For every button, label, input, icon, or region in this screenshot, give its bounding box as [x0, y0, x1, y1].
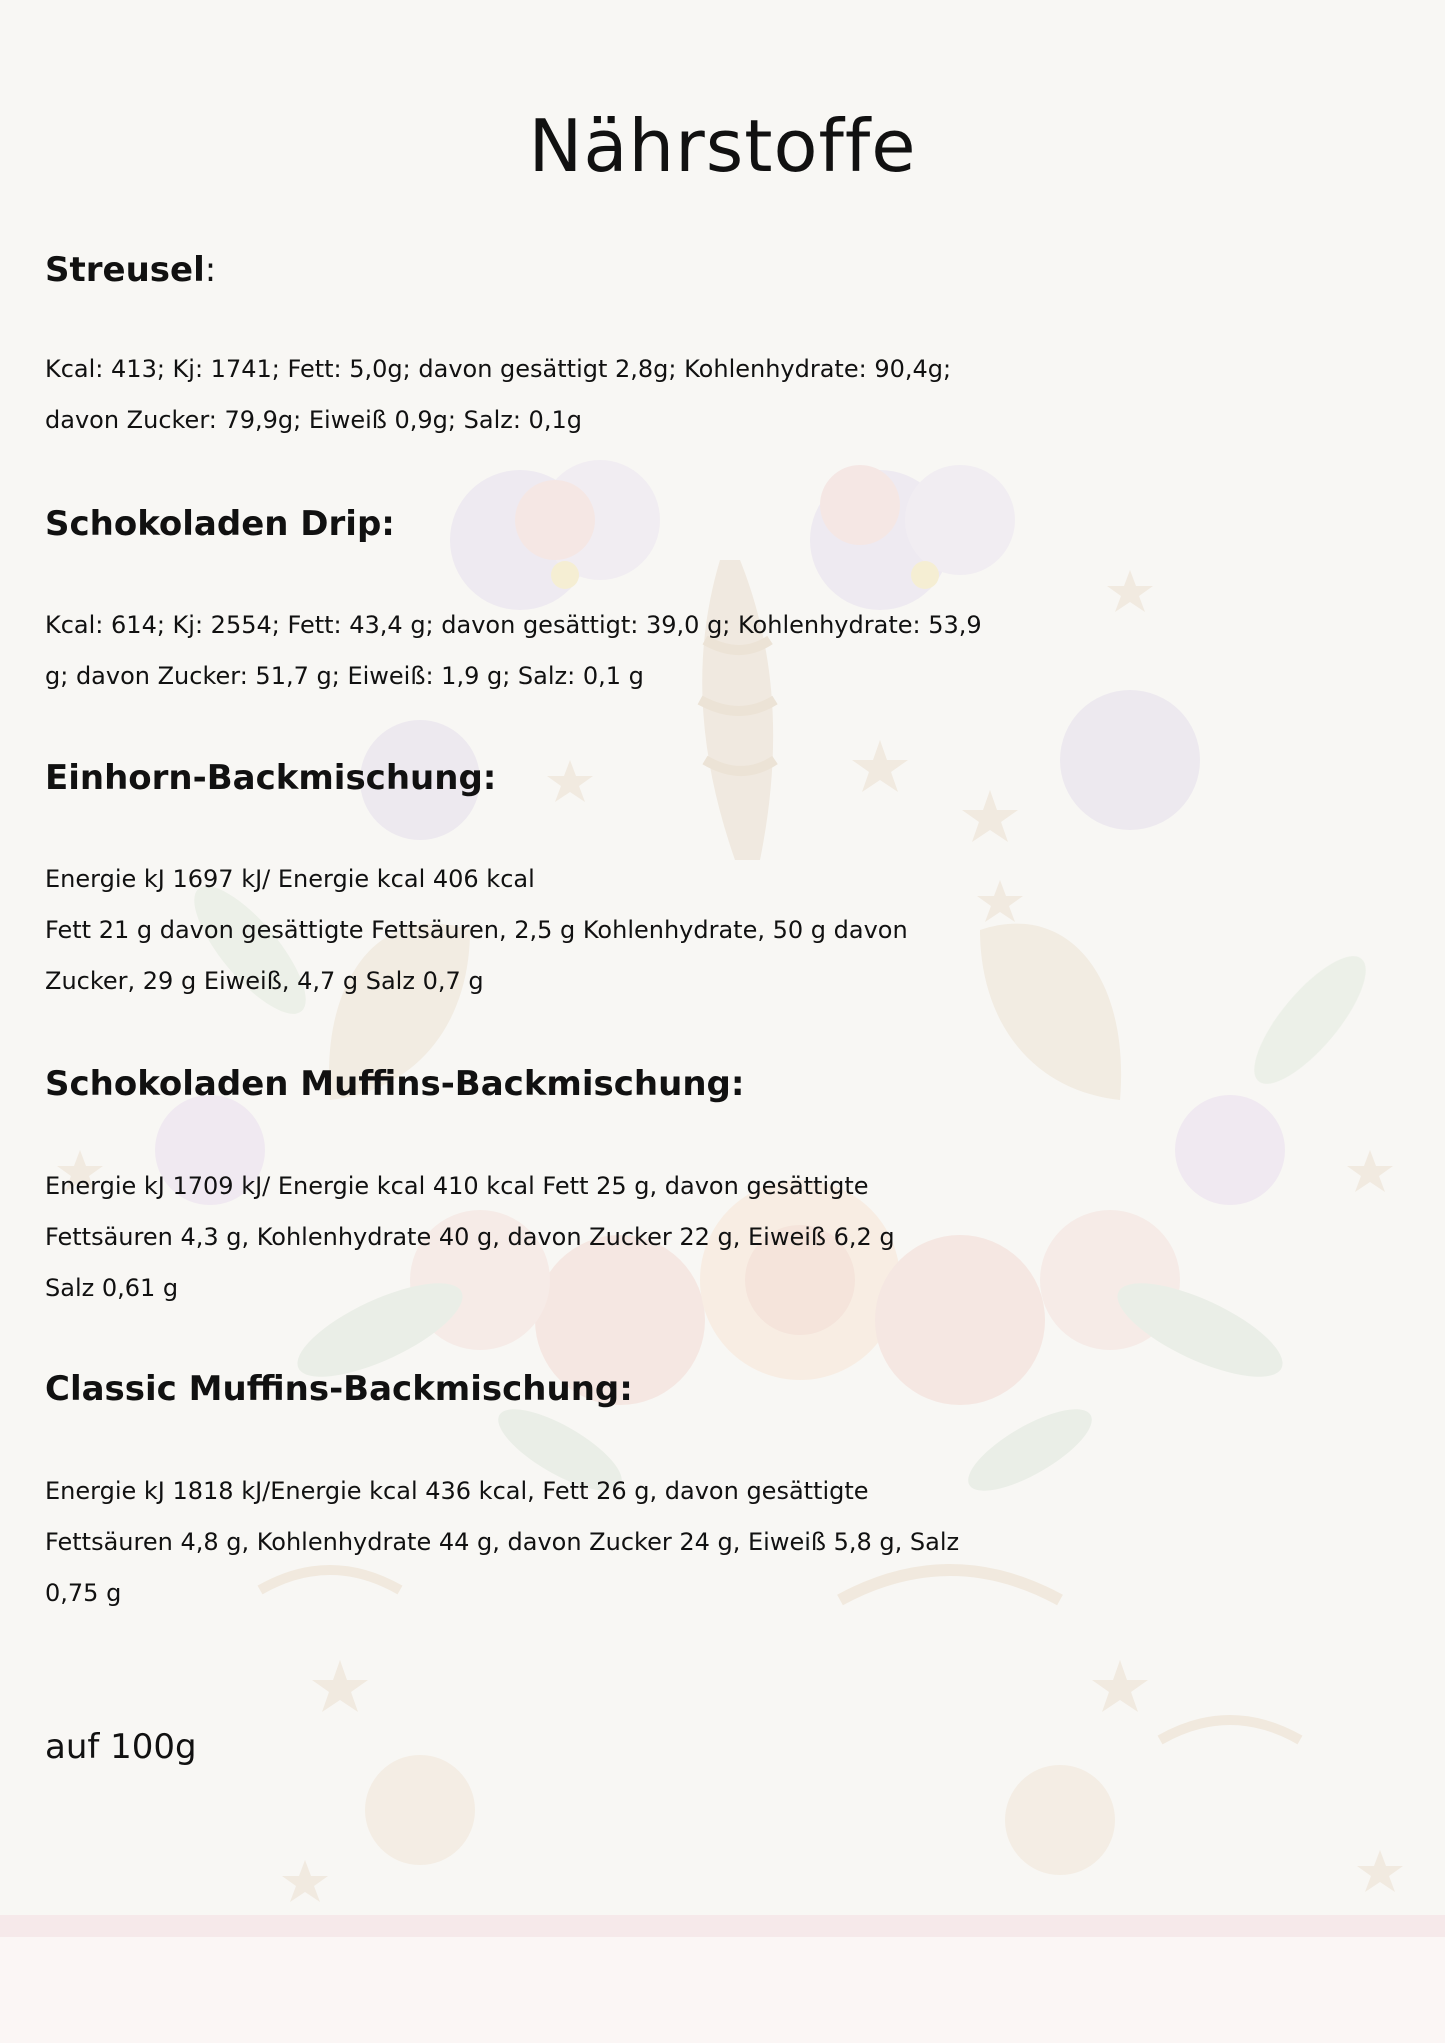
section-einhorn-backmischung	[45, 756, 1415, 995]
body-line: Kcal: 614; Kj: 2554; Fett: 43,4 g; davon gesättigt: 39,0 g; Kohlenhydrate: 53,9	[45, 611, 982, 639]
section-heading: Schokoladen Drip:	[45, 504, 395, 544]
section-body	[45, 600, 1415, 702]
body-line: Fettsäuren 4,8 g, Kohlenhydrate 44 g, davon Zucker 24 g, Eiweiß 5,8 g, Salz	[45, 1528, 960, 1556]
section-body	[45, 854, 1415, 1007]
page-title: Nährstoffe	[528, 104, 917, 188]
body-line: davon Zucker: 79,9g; Eiweiß 0,9g; Salz: 0,1g	[45, 406, 582, 434]
body-line: Fettsäuren 4,3 g, Kohlenhydrate 40 g, davon Zucker 22 g, Eiweiß 6,2 g	[45, 1223, 895, 1251]
body-line: Energie kJ 1818 kJ/Energie kcal 436 kcal, Fett 26 g, davon gesättigte	[45, 1477, 869, 1505]
section-body	[45, 1466, 1415, 1619]
body-line: Zucker, 29 g Eiweiß, 4,7 g Salz 0,7 g	[45, 967, 484, 995]
section-schokoladen-drip	[45, 502, 1415, 690]
body-line: Salz 0,61 g	[45, 1274, 179, 1302]
body-line: Fett 21 g davon gesättigte Fettsäuren, 2,5 g Kohlenhydrate, 50 g davon	[45, 916, 908, 944]
body-line: Energie kJ 1697 kJ/ Energie kcal 406 kcal	[45, 865, 535, 893]
section-heading: Classic Muffins-Backmischung:	[45, 1369, 633, 1409]
section-heading: Schokoladen Muffins-Backmischung:	[45, 1064, 745, 1104]
section-heading: Einhorn-Backmischung:	[45, 758, 497, 798]
section-classic-muffins	[45, 1367, 1415, 1607]
section-heading	[45, 248, 1415, 292]
body-line: Energie kJ 1709 kJ/ Energie kcal 410 kcal Fett 25 g, davon gesättigte	[45, 1172, 869, 1200]
section-body	[45, 344, 1415, 446]
section-schokoladen-muffins	[45, 1062, 1415, 1302]
body-line: 0,75 g	[45, 1579, 122, 1607]
section-heading-colon: :	[204, 250, 217, 290]
section-streusel	[45, 248, 1415, 434]
body-line: g; davon Zucker: 51,7 g; Eiweiß: 1,9 g; Salz: 0,1 g	[45, 662, 644, 690]
body-line: Kcal: 413; Kj: 1741; Fett: 5,0g; davon gesättigt 2,8g; Kohlenhydrate: 90,4g;	[45, 355, 952, 383]
section-body	[45, 1161, 1415, 1314]
footnote-per-100g: auf 100g	[45, 1727, 197, 1767]
section-heading-text: Streusel	[45, 250, 205, 290]
